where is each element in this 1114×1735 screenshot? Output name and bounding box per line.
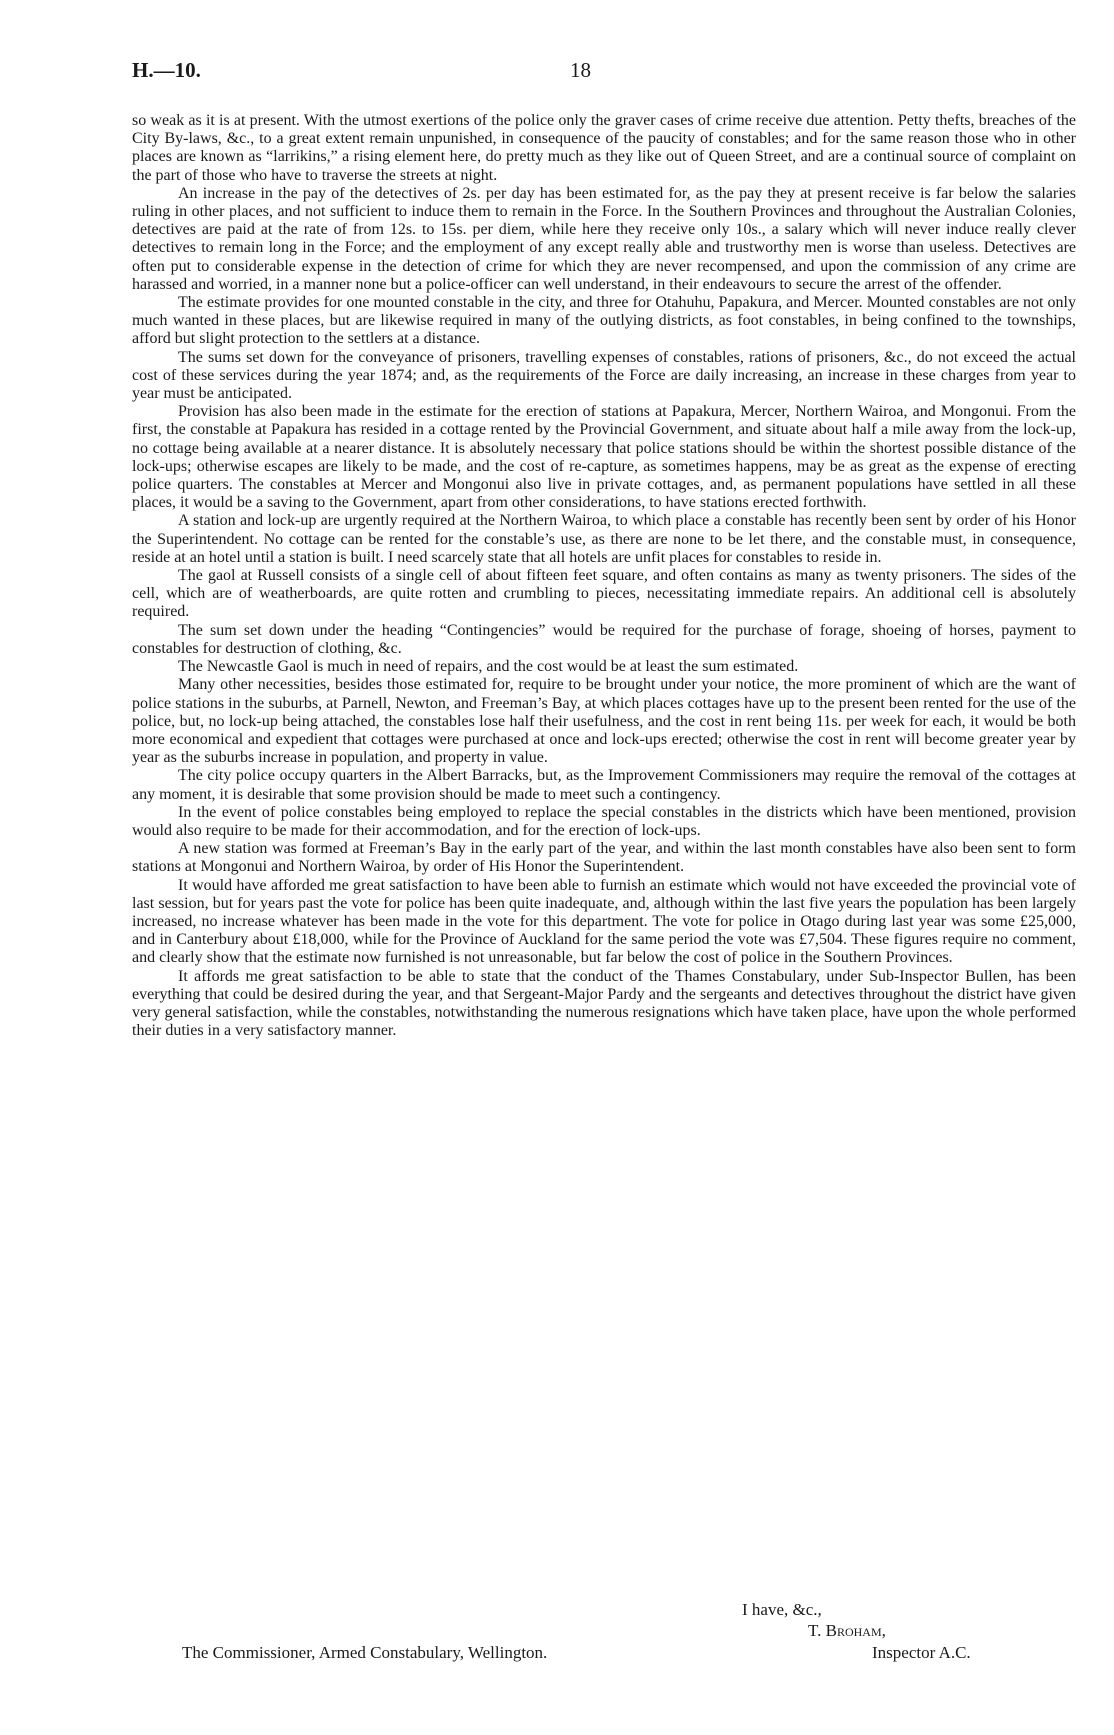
letter-body [132, 112, 1076, 1040]
paragraph: The sum set down under the heading “Contingencies” would be required for the purchase of forage, shoeing of horses, payment to constables for destruction of clothing, &c. [132, 621, 1076, 657]
paragraph: It affords me great satisfaction to be able to state that the conduct of the Thames Constabulary, under Sub-Inspector Bullen, has been everything that could be desired during the year, and that Sergeant-Major Pardy and the sergeants and detectives throughout the district have given very general satisfaction, while the constables, notwithstanding the numerous resignations which have taken place, have upon the whole performed their duties in a very satisfactory manner. [132, 967, 1076, 1040]
paragraph: The sums set down for the conveyance of prisoners, travelling expenses of constables, rations of prisoners, &c., do not exceed the actual cost of these services during the year 1874; and, as the requirements of the Force are daily increasing, an increase in these charges from year to year must be anticipated. [132, 348, 1076, 403]
addressee: The Commissioner, Armed Constabulary, Wellington. [182, 1643, 548, 1662]
paragraph: Many other necessities, besides those estimated for, require to be brought under your notice, the more prominent of which are the want of police stations in the suburbs, at Parnell, Newton, and Freeman’s Bay, at which places cottages have up to the present been rented for the use of the police, but, no lock-up being attached, the constables lose half their usefulness, and the cost in rent being 11s. per week for each, it would be both more economical and expedient that cottages were purchased at once and lock-ups erected; otherwise the cost in rent will become greater year by year as the suburbs increase in population, and property in value. [132, 676, 1076, 767]
page-header [132, 58, 1076, 86]
document-reference: H.—10. [132, 58, 201, 82]
paragraph: The Newcastle Gaol is much in need of repairs, and the cost would be at least the sum estimated. [178, 658, 799, 676]
paragraph: Provision has also been made in the estimate for the erection of stations at Papakura, Mercer, Northern Wairoa, and Mongonui. From the first, the constable at Papakura has resided in a cottage rented by the Provincial Government, and situate about half a mile away from the lock-up, no cottage being available at a nearer distance. It is absolutely necessary that police stations should be within the shortest possible distance of the lock-ups; otherwise escapes are likely to be made, and the cost of re-capture, as sometimes happens, may be as great as the expense of erecting police quarters. The constables at Mercer and Mongonui also live in private cottages, and, as permanent populations have settled in all these places, it would be a saving to the Government, apart from other considerations, to have stations erected forthwith. [132, 403, 1076, 512]
salutation: I have, &c., [742, 1600, 822, 1619]
letter-closing [0, 1600, 1114, 1680]
paragraph: An increase in the pay of the detectives of 2s. per day has been estimated for, as the pay they at present receive is far below the salaries ruling in other places, and not sufficient to induce them to remain in the Force. In the Southern Provinces and throughout the Australian Colonies, detectives are paid at the rate of from 12s. to 15s. per diem, while here they receive only 10s., a salary which will never induce really clever detectives to remain long in the Force; and the employment of any except really able and trustworthy men is worse than useless. Detectives are often put to considerable expense in the detection of crime for which they are never recompensed, and upon the commission of any crime are harassed and worried, in a manner none but a police-officer can well understand, in their endeavours to secure the arrest of the offender. [132, 184, 1076, 293]
paragraph: The city police occupy quarters in the Albert Barracks, but, as the Improvement Commissioners may require the removal of the cottages at any moment, it is desirable that some provision should be made to meet such a contingency. [132, 767, 1076, 803]
page-number: 18 [570, 58, 591, 82]
paragraph: The gaol at Russell consists of a single cell of about fifteen feet square, and often contains as many as twenty prisoners. The sides of the cell, which are of weatherboards, are quite rotten and crumbling to pieces, necessitating immediate repairs. An additional cell is absolutely required. [132, 567, 1076, 621]
paragraph: It would have afforded me great satisfaction to have been able to furnish an estimate which would not have exceeded the provincial vote of last session, but for years past the vote for police has been quite inadequate, and, although within the last five years the population has been largely increased, no increase whatever has been made in the vote for this department. The vote for police in Otago during last year was some £25,000, and in Canterbury about £18,000, while for the Province of Auckland for the same period the vote was £7,504. These figures require no comment, and clearly show that the estimate now furnished is not unreasonable, but far below the cost of police in the Southern Provinces. [132, 876, 1076, 967]
signature: T. Broham, [808, 1621, 886, 1640]
paragraph: The estimate provides for one mounted constable in the city, and three for Otahuhu, Papakura, and Mercer. Mounted constables are not only much wanted in these places, but are likewise required in many of the outlying districts, as foot constables, in being confined to the townships, afford but slight protection to the settlers at a distance. [132, 294, 1076, 348]
paragraph: so weak as it is at present. With the utmost exertions of the police only the graver cases of crime receive due attention. Petty thefts, breaches of the City By-laws, &c., to a great extent remain unpunished, in consequence of the paucity of constables; and for the same reason those who in other places are known as “larrikins,” a rising element here, do pretty much as they like out of Queen Street, and are a continual source of complaint on the part of those who have to traverse the streets at night. [132, 112, 1076, 184]
signatory-title: Inspector A.C. [872, 1643, 971, 1662]
paragraph: A new station was formed at Freeman’s Bay in the early part of the year, and within the last month constables have also been sent to form stations at Mongonui and Northern Wairoa, by order of His Honor the Superintendent. [132, 840, 1076, 876]
paragraph: In the event of police constables being employed to replace the special constables in the districts which have been mentioned, provision would also require to be made for their accommodation, and for the erection of lock-ups. [132, 803, 1076, 839]
paragraph: A station and lock-up are urgently required at the Northern Wairoa, to which place a constable has recently been sent by order of his Honor the Superintendent. No cottage can be rented for the constable’s use, as there are none to be let there, and the constable must, in consequence, reside at an hotel until a station is built. I need scarcely state that all hotels are unfit places for constables to reside in. [132, 512, 1076, 566]
